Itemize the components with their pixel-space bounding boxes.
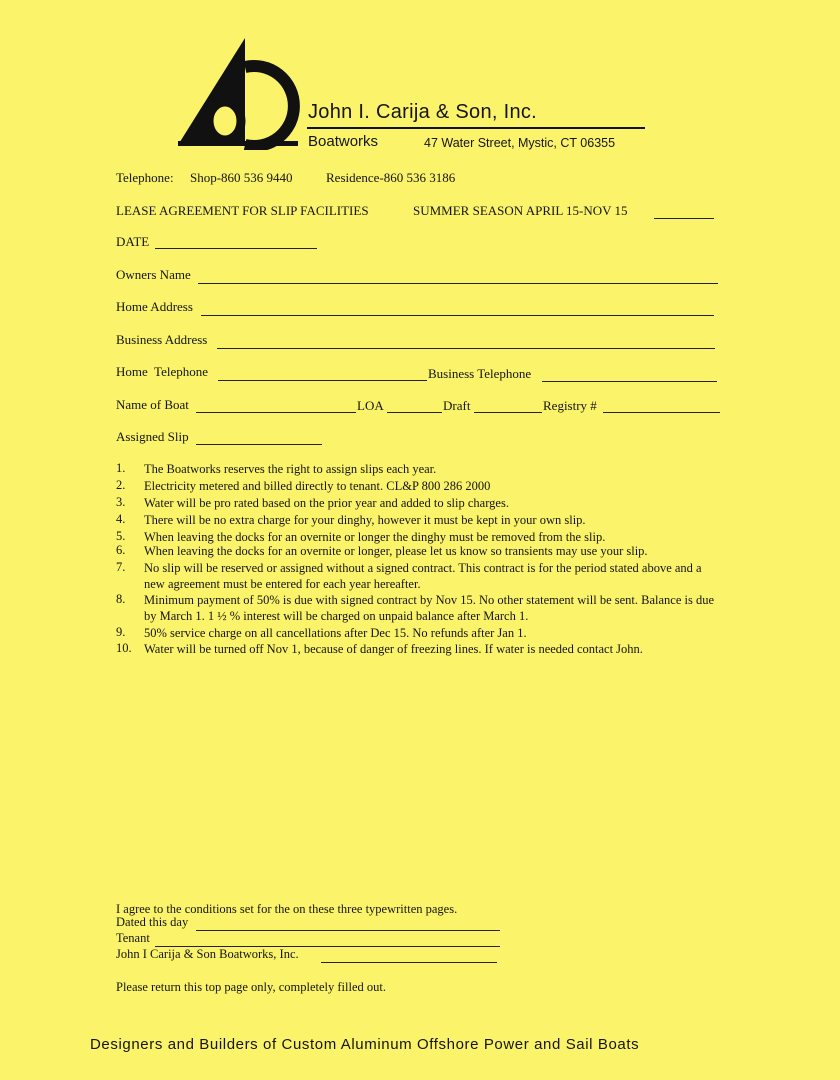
rule-number: 4. (116, 512, 126, 526)
division-name: Boatworks (308, 133, 379, 150)
home-address-field[interactable] (201, 315, 714, 316)
rule-number: 8. (116, 592, 126, 606)
list-item: Minimum payment of 50% is due with signed contract by Nov 15. No other statement will be sent. Balance is due by March 1. 1 ½ % interest will be charged on unpaid balance after March 1. (144, 593, 715, 623)
residence-phone: Residence-860 536 3186 (326, 170, 456, 185)
owners-name-label: Owners Name (116, 267, 191, 282)
rule-number: 5. (116, 529, 126, 543)
business-telephone-field[interactable] (542, 381, 717, 382)
business-address-field[interactable] (217, 348, 715, 349)
agreement-statement: I agree to the conditions set for the on these three typewritten pages. (116, 902, 458, 916)
business-telephone-label: Business Telephone (428, 366, 532, 381)
rule-number: 10. (116, 641, 132, 655)
draft-field[interactable] (474, 412, 542, 413)
sailboat-logo-icon (170, 35, 305, 150)
telephone-label: Telephone: (116, 170, 174, 185)
rule-number: 6. (116, 543, 126, 557)
date-field[interactable] (155, 248, 317, 249)
company-signature-label: John I Carija & Son Boatworks, Inc. (116, 947, 299, 961)
shop-phone: Shop-860 536 9440 (190, 170, 293, 185)
company-signature-field[interactable] (321, 962, 497, 963)
registry-label: Registry # (543, 398, 597, 413)
letterhead-rule (307, 127, 645, 129)
dated-field[interactable] (196, 930, 500, 931)
registry-field[interactable] (603, 412, 720, 413)
list-item: No slip will be reserved or assigned without a signed contract. This contract is for the period stated above and a new agreement must be entered for each year hereafter. (144, 561, 702, 591)
loa-field[interactable] (387, 412, 442, 413)
return-note: Please return this top page only, completely filled out. (116, 980, 386, 994)
home-telephone-label: Home Telephone (116, 364, 208, 379)
list-item: There will be no extra charge for your dinghy, however it must be kept in your own slip. (144, 513, 586, 527)
season-label: SUMMER SEASON APRIL 15-NOV 15 (413, 203, 628, 218)
list-item: When leaving the docks for an overnite or longer the dinghy must be removed from the slip. (144, 530, 606, 544)
draft-label: Draft (443, 398, 471, 413)
company-address: 47 Water Street, Mystic, CT 06355 (424, 136, 616, 150)
dated-label: Dated this day (116, 915, 189, 929)
list-item: The Boatworks reserves the right to assign slips each year. (144, 462, 437, 476)
rule-number: 9. (116, 625, 126, 639)
tenant-label: Tenant (116, 931, 150, 945)
loa-label: LOA (357, 398, 384, 413)
season-blank[interactable] (654, 218, 714, 219)
home-address-label: Home Address (116, 299, 193, 314)
list-item: Electricity metered and billed directly to tenant. CL&P 800 286 2000 (144, 479, 491, 493)
footer-tagline: Designers and Builders of Custom Aluminum Offshore Power and Sail Boats (90, 1036, 640, 1053)
assigned-slip-field[interactable] (196, 444, 322, 445)
list-item: Water will be pro rated based on the prior year and added to slip charges. (144, 496, 509, 510)
company-logo (170, 35, 305, 150)
home-telephone-field[interactable] (218, 380, 427, 381)
list-item: Water will be turned off Nov 1, because of danger of freezing lines. If water is needed contact John. (144, 642, 643, 656)
rule-number: 7. (116, 560, 126, 574)
agreement-title: LEASE AGREEMENT FOR SLIP FACILITIES (116, 203, 369, 218)
assigned-slip-label: Assigned Slip (116, 429, 189, 444)
list-item: 50% service charge on all cancellations after Dec 15. No refunds after Jan 1. (144, 626, 527, 640)
boat-name-label: Name of Boat (116, 397, 189, 412)
boat-name-field[interactable] (196, 412, 356, 413)
business-address-label: Business Address (116, 332, 208, 347)
date-label: DATE (116, 234, 150, 249)
rule-number: 3. (116, 495, 126, 509)
company-name: John I. Carija & Son, Inc. (308, 101, 538, 123)
list-item: When leaving the docks for an overnite or longer, please let us know so transients may use your slip. (144, 544, 648, 558)
rule-number: 2. (116, 478, 126, 492)
owners-name-field[interactable] (198, 283, 718, 284)
rule-number: 1. (116, 461, 126, 475)
